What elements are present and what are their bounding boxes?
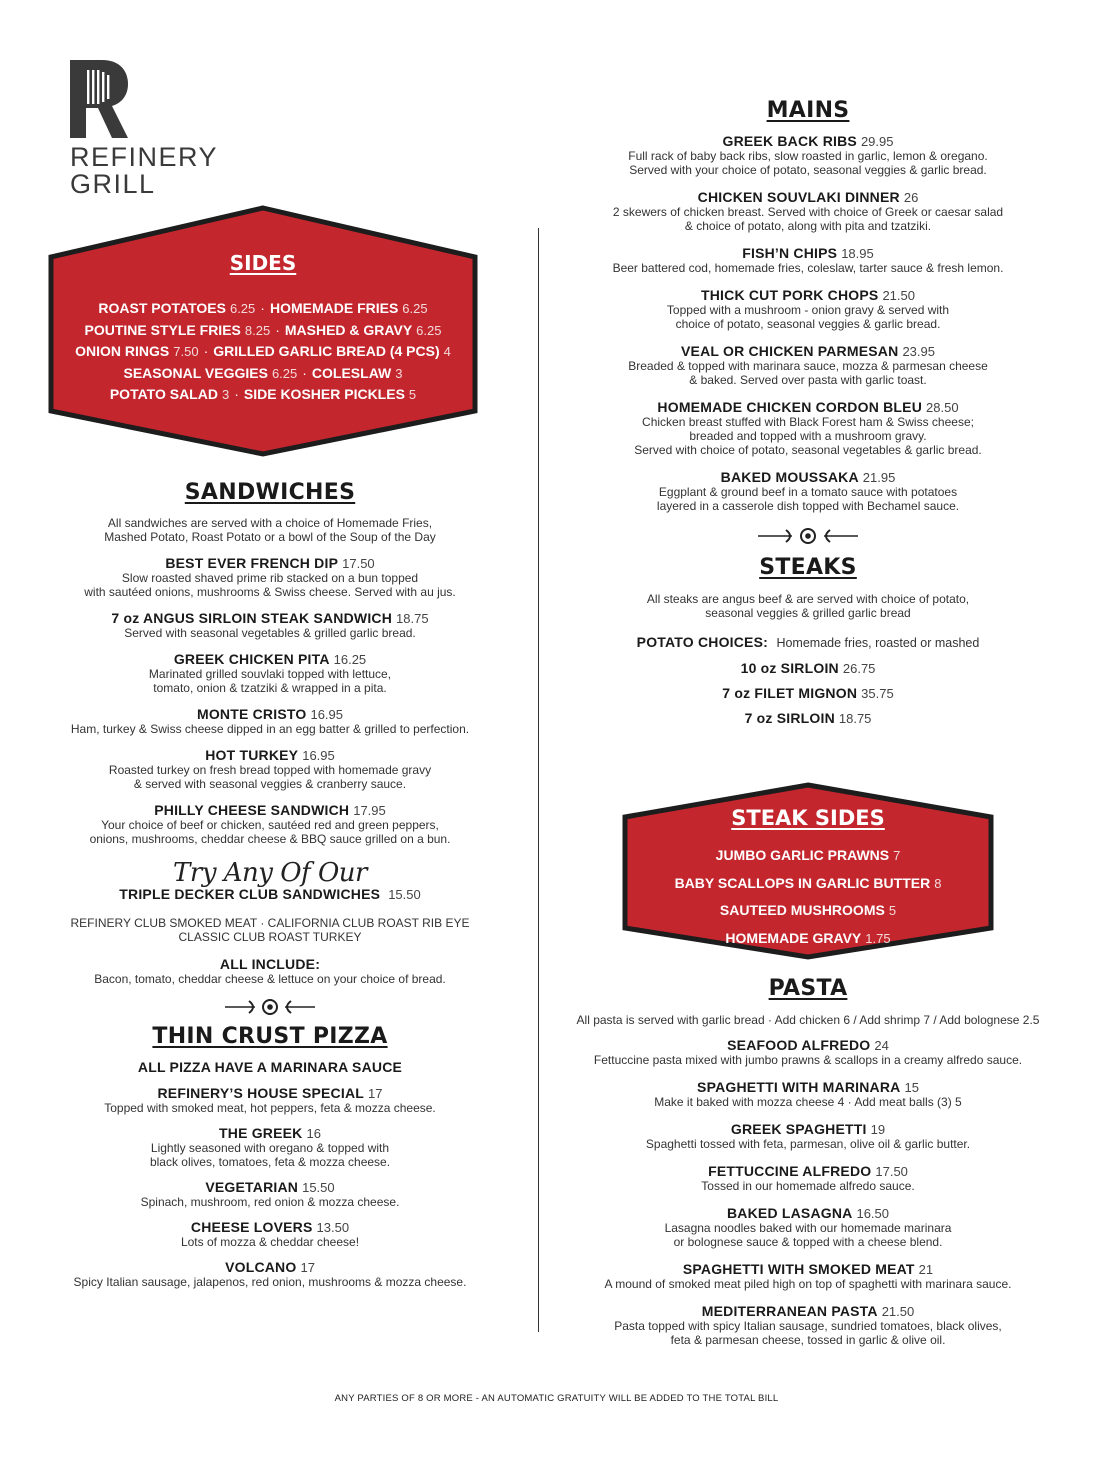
menu-item-price: 18.75 (838, 711, 872, 726)
menu-item-heading (548, 711, 1068, 726)
menu-item-heading (40, 707, 500, 722)
pasta-title: PASTA (768, 976, 848, 1001)
side-item-price: 6.25 (402, 301, 428, 316)
ornament-divider-icon (758, 525, 858, 547)
menu-item-description: Lasagna noodles baked with our homemade marinara (664, 1221, 952, 1235)
menu-item-name: HOMEMADE CHICKEN CORDON BLEU (657, 399, 923, 415)
side-item-name: ONION RINGS (75, 343, 170, 359)
pasta-item (548, 1304, 1068, 1347)
side-item-price: 3 (395, 365, 403, 381)
menu-item-name: FISH’N CHIPS (742, 245, 838, 261)
pasta-intro: All pasta is served with garlic bread · Add chicken 6 / Add shrimp 7 / Add bolognese 2.5 (576, 1013, 1040, 1027)
menu-item-description: Breaded & topped with marinara sauce, mozza & parmesan cheese (628, 359, 988, 373)
menu-item-description: black olives, tomatoes, feta & mozza cheese. (149, 1155, 391, 1169)
menu-item-heading (548, 661, 1068, 676)
menu-item-name: VOLCANO (225, 1259, 297, 1275)
mains-title: MAINS (766, 98, 850, 123)
sides-row (48, 341, 478, 363)
menu-item-description: & baked. Served over pasta with garlic toast. (689, 373, 927, 387)
separator-dot: · (275, 321, 280, 338)
side-item-name: POTATO SALAD (109, 386, 218, 402)
sides-row (48, 363, 478, 385)
menu-item-heading (548, 1122, 1068, 1137)
mains-item (548, 246, 1068, 275)
menu-item-name: THICK CUT PORK CHOPS (701, 287, 879, 303)
menu-item-description: Ham, turkey & Swiss cheese dipped in an egg batter & grilled to perfection. (70, 722, 470, 736)
side-item-price: 6.25 (229, 301, 256, 316)
menu-item-name: SPAGHETTI WITH MARINARA (697, 1079, 901, 1095)
club-script-heading: Try Any Of Our (173, 858, 367, 888)
menu-item-heading (40, 1086, 500, 1101)
club-price: 15.50 (388, 887, 421, 902)
menu-item-name: 7 oz SIRLOIN (744, 710, 835, 726)
pizza-list (40, 1086, 500, 1289)
menu-item-heading (40, 1180, 500, 1195)
sides-panel (48, 205, 478, 457)
menu-item-description: Your choice of beef or chicken, sautéed red and green peppers, (101, 818, 439, 832)
sides-list (48, 298, 478, 406)
menu-item-price: 35.75 (861, 686, 894, 701)
menu-item-description: or bolognese sauce & topped with a cheese blend. (673, 1235, 943, 1249)
menu-item-description: A mound of smoked meat piled high on top of spaghetti with marinara sauce. (604, 1277, 1012, 1291)
steak-item (548, 661, 1068, 676)
menu-item-description: Topped with smoked meat, hot peppers, feta & mozza cheese. (104, 1101, 436, 1115)
refinery-r-logo-icon (70, 60, 130, 140)
menu-item-price: 21.95 (862, 470, 896, 485)
sandwiches-intro: All sandwiches are served with a choice of Homemade Fries, Mashed Potato, Roast Potato or a bowl of the Soup of the Day (104, 516, 436, 544)
pasta-list (548, 1038, 1068, 1347)
menu-item-description: Served with choice of potato, seasonal vegetables & garlic bread. (634, 443, 982, 457)
separator-dot: · (302, 364, 307, 381)
sandwiches-title: SANDWICHES (184, 480, 356, 505)
menu-item-price: 15.50 (302, 1180, 335, 1195)
menu-item-name: FETTUCCINE ALFREDO (708, 1163, 872, 1179)
steak-sides-title: STEAK SIDES (731, 806, 885, 830)
steak-side-name: HOMEMADE GRAVY (725, 929, 862, 946)
pasta-item (548, 1080, 1068, 1109)
menu-item-heading (40, 748, 500, 763)
menu-item-price: 16 (306, 1126, 321, 1141)
steak-side-item (622, 842, 994, 870)
menu-item-price: 18.95 (841, 246, 874, 261)
brand-line1: REFINERY (70, 142, 219, 172)
menu-item-description: Spinach, mushroom, red onion & mozza cheese. (140, 1195, 400, 1209)
sides-row (48, 384, 478, 406)
menu-item-name: BAKED LASAGNA (726, 1205, 853, 1221)
menu-item-heading (548, 400, 1068, 415)
menu-item-price: 26 (903, 190, 919, 205)
steak-item (548, 686, 1068, 701)
sides-row (48, 320, 478, 342)
pasta-item (548, 1206, 1068, 1249)
side-item-price: 6.25 (271, 365, 298, 381)
menu-item-description: Lots of mozza & cheddar cheese! (180, 1235, 360, 1249)
menu-item-name: THE GREEK (219, 1125, 303, 1141)
menu-item-description: & choice of potato, along with pita and tzatziki. (684, 219, 932, 233)
menu-item-description: Served with your choice of potato, seasonal veggies & garlic bread. (629, 163, 987, 177)
menu-item-price: 16.95 (302, 748, 335, 763)
menu-item-heading (40, 1260, 500, 1275)
steak-sides-list (622, 842, 994, 952)
menu-item-name: CHICKEN SOUVLAKI DINNER (697, 189, 900, 205)
menu-item-price: 19 (870, 1122, 886, 1137)
pizza-item (40, 1180, 500, 1209)
menu-item-name: SPAGHETTI WITH SMOKED MEAT (682, 1261, 915, 1277)
menu-item-description: Spicy Italian sausage, jalapenos, red onion, mushrooms & mozza cheese. (73, 1275, 467, 1289)
mains-item (548, 190, 1068, 233)
menu-item-price: 17.95 (353, 803, 386, 818)
menu-item-name: MONTE CRISTO (196, 706, 307, 722)
side-item-name: POUTINE STYLE FRIES (84, 321, 241, 338)
separator-dot: · (260, 300, 265, 316)
club-include-text: Bacon, tomato, cheddar cheese & lettuce on your choice of bread. (94, 972, 446, 986)
steak-side-name: SAUTEED MUSHROOMS (719, 902, 885, 918)
menu-item-heading (548, 344, 1068, 359)
side-item-name: SIDE KOSHER PICKLES (243, 386, 405, 402)
footer-note: ANY PARTIES OF 8 OR MORE - AN AUTOMATIC GRATUITY WILL BE ADDED TO THE TOTAL BILL (334, 1393, 779, 1404)
sides-title: SIDES (229, 251, 297, 275)
menu-item-heading (548, 246, 1068, 261)
side-item-name: COLESLAW (311, 364, 392, 381)
side-item-name: HOMEMADE FRIES (269, 300, 399, 316)
menu-item-price: 24 (874, 1038, 889, 1053)
menu-item-heading (548, 1164, 1068, 1179)
menu-item-price: 16.50 (856, 1206, 890, 1221)
menu-item-description: Pasta topped with spicy Italian sausage, sundried tomatoes, black olives, (614, 1319, 1002, 1333)
mains-item (548, 400, 1068, 457)
steak-item (548, 711, 1068, 726)
pizza-item (40, 1220, 500, 1249)
menu-item-price: 16.95 (310, 707, 344, 722)
menu-item-heading (548, 470, 1068, 485)
menu-item-price: 23.95 (902, 344, 935, 359)
pizza-subtitle: ALL PIZZA HAVE A MARINARA SAUCE (137, 1059, 403, 1075)
side-item-price: 8.25 (244, 322, 271, 338)
menu-item-description: 2 skewers of chicken breast. Served with choice of Greek or caesar salad (612, 205, 1004, 219)
menu-item-description: breaded and topped with a mushroom gravy. (689, 429, 927, 443)
menu-item-name: REFINERY’S HOUSE SPECIAL (157, 1085, 365, 1101)
menu-item-name: GREEK CHICKEN PITA (173, 651, 330, 667)
steak-side-item (622, 925, 994, 953)
menu-item-heading (548, 1262, 1068, 1277)
menu-item-name: VEAL OR CHICKEN PARMESAN (681, 343, 899, 359)
menu-item-name: GREEK SPAGHETTI (730, 1121, 867, 1137)
menu-item-price: 26.75 (842, 661, 876, 676)
menu-item-price: 17.50 (342, 556, 375, 571)
side-item-name: GRILLED GARLIC BREAD (4 PCS) (213, 343, 440, 359)
pizza-item (40, 1260, 500, 1289)
menu-item-description: Tossed in our homemade alfredo sauce. (701, 1179, 915, 1193)
menu-item-price: 21.50 (881, 1304, 915, 1319)
sandwich-list (40, 556, 500, 846)
club-list: REFINERY CLUB SMOKED MEAT · CALIFORNIA CLUB ROAST RIB EYE CLASSIC CLUB ROAST TURKEY (70, 916, 470, 944)
menu-item-heading (548, 686, 1068, 701)
side-item-price: 5 (408, 387, 417, 402)
menu-item-description: layered in a casserole dish topped with Bechamel sauce. (656, 499, 960, 513)
steak-side-price: 1.75 (865, 930, 891, 946)
menu-item-price: 21 (918, 1262, 934, 1277)
menu-item-description: Served with seasonal vegetables & grilled garlic bread. (124, 626, 416, 640)
menu-item-heading (548, 1206, 1068, 1221)
menu-item-name: HOT TURKEY (205, 747, 299, 763)
menu-item-description: feta & parmesan cheese, tossed in garlic & olive oil. (670, 1333, 946, 1347)
menu-item-name: 7 oz FILET MIGNON (722, 685, 858, 701)
menu-item-heading (40, 611, 500, 626)
menu-item-price: 15 (904, 1080, 919, 1095)
menu-item-name: MEDITERRANEAN PASTA (701, 1303, 878, 1319)
sides-row (48, 298, 478, 320)
menu-item-name: 7 oz ANGUS SIRLOIN STEAK SANDWICH (111, 610, 393, 626)
menu-item-description: Marinated grilled souvlaki topped with lettuce, (148, 667, 392, 681)
menu-item-name: CHEESE LOVERS (190, 1219, 313, 1235)
separator-dot: · (203, 343, 209, 359)
steak-side-item (622, 897, 994, 925)
menu-item-name: GREEK BACK RIBS (722, 133, 857, 149)
menu-item-description: Eggplant & ground beef in a tomato sauce with potatoes (658, 485, 958, 499)
menu-item-name: PHILLY CHEESE SANDWICH (154, 802, 350, 818)
menu-item-description: Lightly seasoned with oregano & topped with (150, 1141, 390, 1155)
menu-item-price: 18.75 (396, 611, 429, 626)
menu-item-name: VEGETARIAN (205, 1179, 299, 1195)
side-item-price: 6.25 (416, 322, 442, 338)
side-item-price: 3 (221, 387, 230, 402)
side-item-price: 7.50 (173, 344, 199, 359)
menu-item-description: Roasted turkey on fresh bread topped with homemade gravy (108, 763, 432, 777)
pizza-item (40, 1086, 500, 1115)
column-divider (538, 228, 539, 1332)
menu-item-heading (40, 803, 500, 818)
steak-side-name: JUMBO GARLIC PRAWNS (715, 847, 890, 863)
logo (70, 60, 240, 200)
menu-item-heading (548, 288, 1068, 303)
menu-item-heading (40, 652, 500, 667)
pizza-title: THIN CRUST PIZZA (152, 1024, 388, 1049)
side-item-name: ROAST POTATOES (98, 300, 226, 316)
pasta-item (548, 1164, 1068, 1193)
menu-item-price: 17 (368, 1086, 383, 1101)
sandwich-item (40, 707, 500, 736)
sandwich-item (40, 611, 500, 640)
club-include-title: ALL INCLUDE: (219, 956, 321, 972)
menu-item-description: choice of potato, seasonal veggies & garlic bread. (675, 317, 941, 331)
steak-side-name: BABY SCALLOPS IN GARLIC BUTTER (674, 874, 931, 891)
menu-item-description: onions, mushrooms, cheddar cheese & BBQ sauce grilled on a bun. (89, 832, 451, 846)
club-section (40, 860, 500, 986)
separator-dot: · (234, 386, 239, 402)
menu-item-description: Chicken breast stuffed with Black Forest ham & Swiss cheese; (642, 415, 974, 429)
pasta-item (548, 1038, 1068, 1067)
side-item-name: MASHED & GRAVY (284, 321, 413, 338)
menu-item-heading (548, 1304, 1068, 1319)
menu-item-description: with sautéed onions, mushrooms & Swiss cheese. Served with au jus. (84, 585, 456, 599)
mains-item (548, 134, 1068, 177)
menu-item-description: Fettuccine pasta mixed with jumbo prawns & scallops in a creamy alfredo sauce. (593, 1053, 1023, 1067)
menu-item-description: Spaghetti tossed with feta, parmesan, olive oil & garlic butter. (645, 1137, 971, 1151)
steaks-intro: All steaks are angus beef & are served with choice of potato, seasonal veggies & grilled garlic bread (646, 592, 970, 620)
menu-item-description: Topped with a mushroom - onion gravy & served with (666, 303, 950, 317)
menu-item-description: Full rack of baby back ribs, slow roasted in garlic, lemon & oregano. (628, 149, 988, 163)
menu-item-description: tomato, onion & tzatziki & wrapped in a pita. (153, 681, 387, 695)
steak-sides-panel (622, 782, 994, 960)
steak-side-price: 5 (888, 903, 897, 918)
menu-item-price: 28.50 (926, 400, 959, 415)
pizza-item (40, 1126, 500, 1169)
menu-item-price: 21.50 (882, 288, 915, 303)
menu-item-heading (548, 134, 1068, 149)
menu-item-price: 13.50 (316, 1220, 350, 1235)
mains-item (548, 470, 1068, 513)
menu-item-name: 10 oz SIRLOIN (740, 660, 839, 676)
potato-choices: POTATO CHOICES: Homemade fries, roasted or mashed (636, 634, 980, 650)
brand-line2: GRILL (70, 169, 156, 199)
mains-item (548, 344, 1068, 387)
menu-item-heading (548, 1038, 1068, 1053)
menu-item-heading (548, 190, 1068, 205)
steak-side-price: 7 (893, 848, 901, 863)
menu-item-name: BAKED MOUSSAKA (720, 469, 859, 485)
menu-item-description: Make it baked with mozza cheese 4 · Add meat balls (3) 5 (654, 1095, 962, 1109)
steak-list (548, 661, 1068, 726)
club-name: TRIPLE DECKER CLUB SANDWICHES (119, 886, 381, 902)
menu-item-description: Slow roasted shaved prime rib stacked on a bun topped (121, 571, 419, 585)
menu-item-description: & served with seasonal veggies & cranberry sauce. (133, 777, 407, 791)
menu-item-description: Beer battered cod, homemade fries, coleslaw, tarter sauce & fresh lemon. (612, 261, 1004, 275)
menu-item-heading (548, 1080, 1068, 1095)
menu-item-price: 29.95 (860, 134, 894, 149)
pasta-item (548, 1122, 1068, 1151)
menu-item-price: 16.25 (333, 652, 367, 667)
menu-item-name: BEST EVER FRENCH DIP (165, 555, 339, 571)
steak-side-price: 8 (934, 875, 942, 891)
menu-item-heading (40, 1126, 500, 1141)
sandwich-item (40, 748, 500, 791)
menu-item-heading (40, 1220, 500, 1235)
pasta-item (548, 1262, 1068, 1291)
sandwich-item (40, 556, 500, 599)
ornament-divider-icon (225, 996, 315, 1018)
mains-list (548, 134, 1068, 513)
side-item-price: 4 (443, 344, 451, 359)
menu-item-name: SEAFOOD ALFREDO (727, 1037, 871, 1053)
sandwich-item (40, 652, 500, 695)
side-item-name: SEASONAL VEGGIES (123, 364, 268, 381)
menu-item-price: 17.50 (875, 1164, 908, 1179)
sandwich-item (40, 803, 500, 846)
steaks-title: STEAKS (759, 555, 857, 580)
mains-item (548, 288, 1068, 331)
menu-item-price: 17 (300, 1260, 315, 1275)
menu-item-heading (40, 556, 500, 571)
steak-side-item (622, 870, 994, 898)
